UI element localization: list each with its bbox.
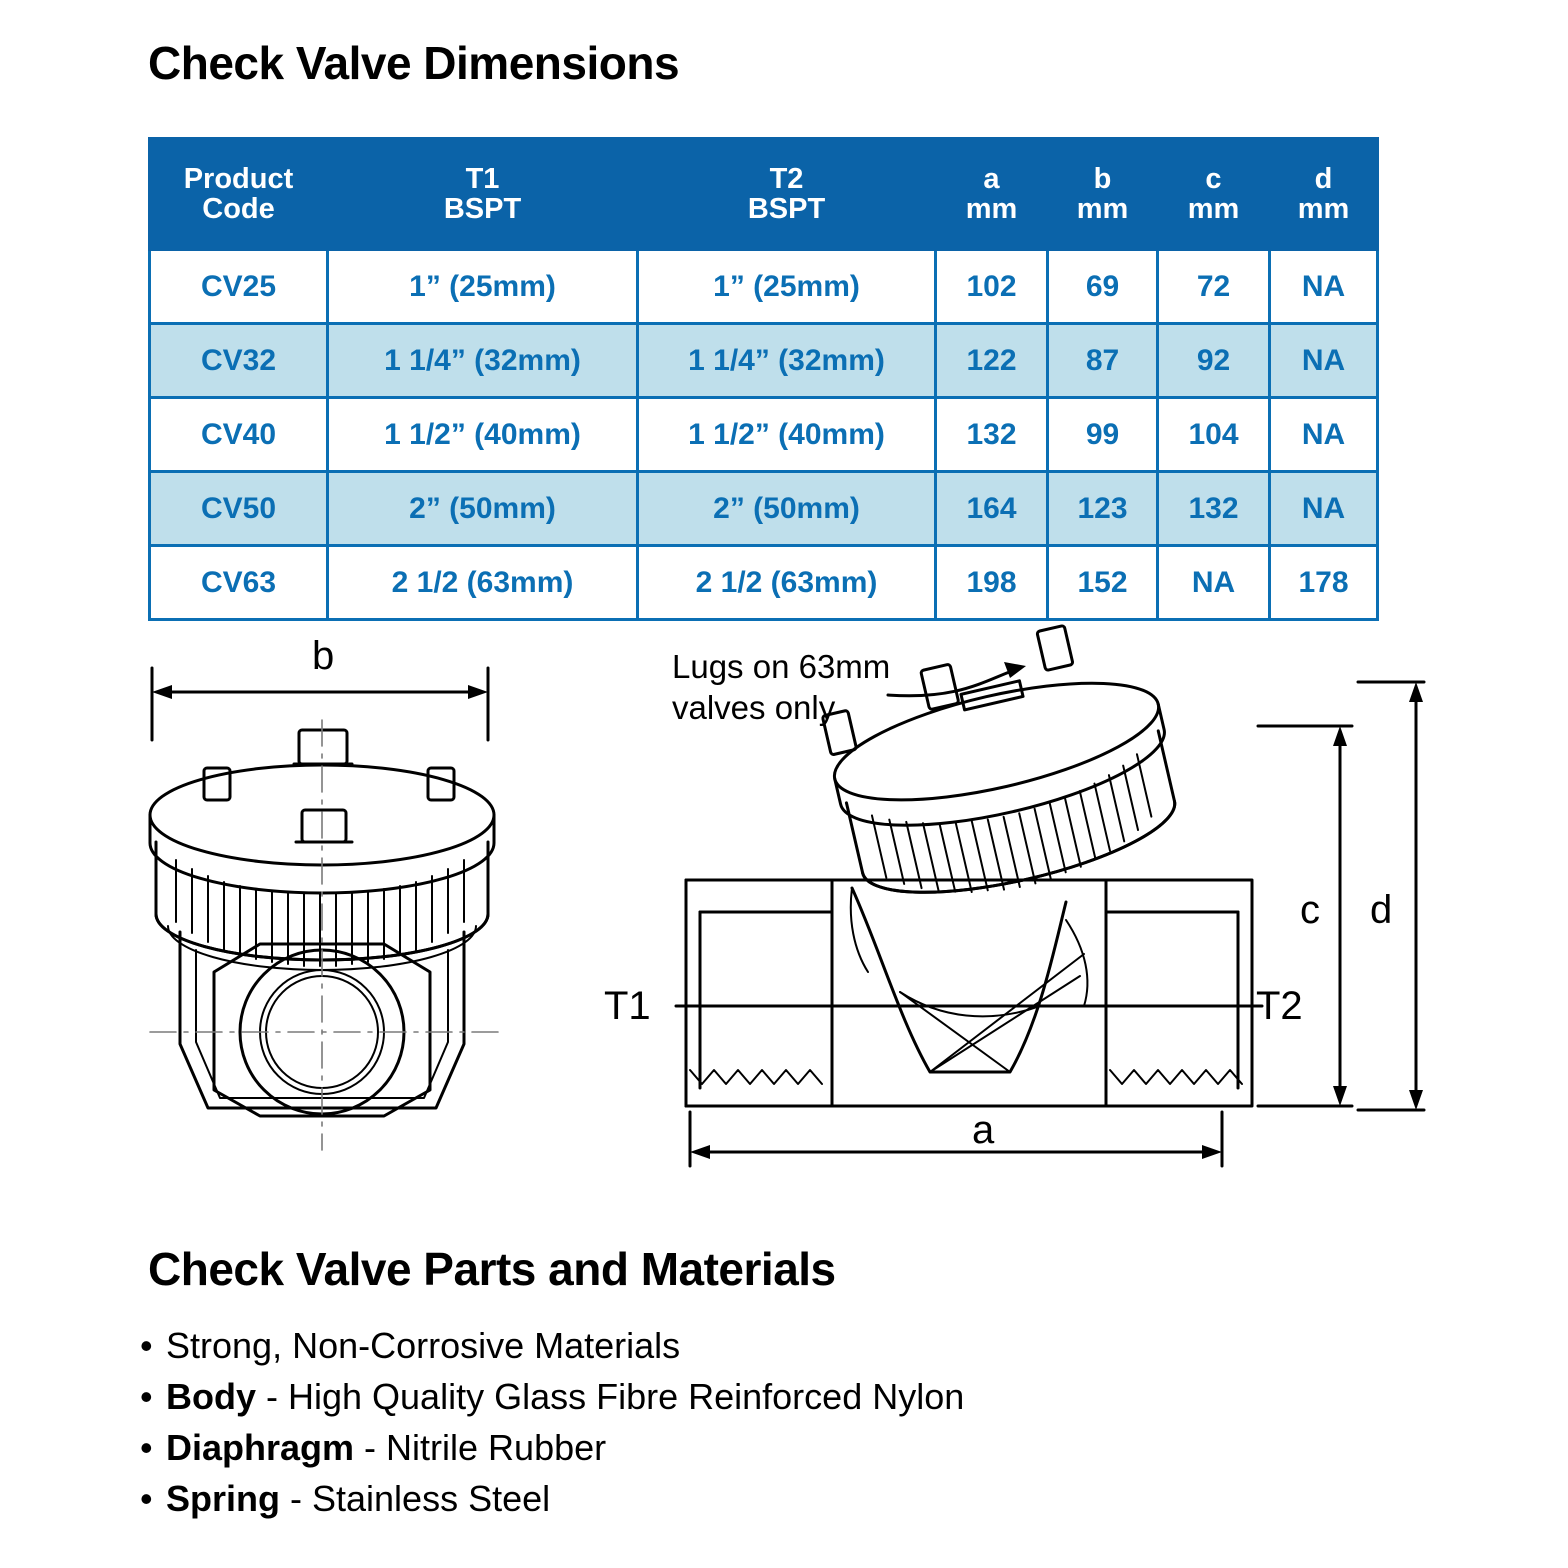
cell-product-code: CV40 — [150, 398, 328, 472]
cell-t1: 2 1/2 (63mm) — [328, 546, 638, 620]
list-item-label: Spring — [166, 1478, 280, 1520]
dimension-label-t2: T2 — [1256, 984, 1303, 1028]
cell-a: 198 — [936, 546, 1048, 620]
header-line-2: mm — [1187, 193, 1240, 225]
page-title-dimensions: Check Valve Dimensions — [148, 37, 680, 89]
cell-c: 132 — [1158, 472, 1270, 546]
cell-t1: 1” (25mm) — [328, 250, 638, 324]
cell-a: 122 — [936, 324, 1048, 398]
cell-a: 164 — [936, 472, 1048, 546]
list-item-text: - High Quality Glass Fibre Reinforced Nylon — [256, 1376, 965, 1418]
column-header-t1 — [328, 139, 638, 250]
cell-t2: 1 1/2” (40mm) — [638, 398, 936, 472]
cell-c: 104 — [1158, 398, 1270, 472]
cell-d: NA — [1270, 472, 1378, 546]
cell-b: 69 — [1048, 250, 1158, 324]
list-item-text: Strong, Non-Corrosive Materials — [166, 1325, 681, 1366]
dimension-label-a: a — [972, 1108, 995, 1152]
bullet-icon: • — [140, 1376, 153, 1418]
cell-a: 102 — [936, 250, 1048, 324]
cell-d: NA — [1270, 324, 1378, 398]
cell-c: 92 — [1158, 324, 1270, 398]
section-view-body — [686, 880, 1252, 1106]
parts-materials-list — [140, 1320, 1440, 1524]
cell-c: 72 — [1158, 250, 1270, 324]
table-header-row — [150, 139, 1378, 250]
header-line-2: mm — [965, 193, 1018, 225]
cell-t2: 1 1/4” (32mm) — [638, 324, 936, 398]
cell-c: NA — [1158, 546, 1270, 620]
dimension-label-c: c — [1300, 888, 1320, 932]
header-line-2: BSPT — [443, 193, 522, 225]
list-item-text: - Nitrile Rubber — [354, 1427, 607, 1469]
bullet-icon: • — [140, 1325, 153, 1366]
table-row — [150, 546, 1378, 620]
header-line-1: T2 — [769, 162, 804, 195]
cell-t1: 1 1/4” (32mm) — [328, 324, 638, 398]
header-line-1: Product — [183, 162, 294, 195]
table-row — [150, 324, 1378, 398]
bullet-icon: • — [140, 1427, 153, 1469]
dimension-arrow-a — [690, 1112, 1222, 1166]
column-header-c — [1158, 139, 1270, 250]
cell-d: NA — [1270, 250, 1378, 324]
cell-t2: 2” (50mm) — [638, 472, 936, 546]
bullet-icon: • — [140, 1478, 153, 1520]
list-item — [140, 1371, 1440, 1422]
lugs-note — [672, 646, 890, 729]
table-row — [150, 250, 1378, 324]
dimension-label-b: b — [312, 634, 335, 678]
table-row — [150, 472, 1378, 546]
cell-d: 178 — [1270, 546, 1378, 620]
header-line-1: b — [1093, 162, 1112, 195]
list-item-label: Body — [166, 1376, 256, 1418]
cell-b: 87 — [1048, 324, 1158, 398]
column-header-a — [936, 139, 1048, 250]
header-line-2: Code — [202, 193, 275, 225]
cell-a: 132 — [936, 398, 1048, 472]
front-view-top-fittings — [204, 730, 454, 842]
column-header-b — [1048, 139, 1158, 250]
column-header-t2 — [638, 139, 936, 250]
header-line-1: c — [1205, 162, 1222, 195]
header-line-2: mm — [1076, 193, 1129, 225]
list-item-text: - Stainless Steel — [280, 1478, 551, 1520]
dimension-label-d: d — [1370, 888, 1393, 932]
column-header-product-code — [150, 139, 328, 250]
cell-product-code: CV63 — [150, 546, 328, 620]
header-line-2: BSPT — [747, 193, 826, 225]
header-line-2: mm — [1297, 193, 1350, 225]
list-item — [140, 1473, 1440, 1524]
table-row — [150, 398, 1378, 472]
cell-t1: 2” (50mm) — [328, 472, 638, 546]
header-line-1: T1 — [465, 162, 500, 195]
cell-b: 152 — [1048, 546, 1158, 620]
list-item — [140, 1422, 1440, 1473]
dimensions-table — [148, 137, 1379, 621]
list-item — [140, 1320, 1440, 1371]
cell-t1: 1 1/2” (40mm) — [328, 398, 638, 472]
cell-d: NA — [1270, 398, 1378, 472]
cell-product-code: CV32 — [150, 324, 328, 398]
header-line-1: a — [983, 162, 1000, 195]
technical-drawing-area — [0, 620, 1568, 1230]
cell-b: 123 — [1048, 472, 1158, 546]
column-header-d — [1270, 139, 1378, 250]
cell-product-code: CV50 — [150, 472, 328, 546]
cell-t2: 2 1/2 (63mm) — [638, 546, 936, 620]
header-line-1: d — [1314, 162, 1333, 195]
lugs-note-line-2: valves only — [672, 689, 836, 727]
cell-b: 99 — [1048, 398, 1158, 472]
dimension-label-t1: T1 — [604, 984, 651, 1028]
list-item-label: Diaphragm — [166, 1427, 355, 1469]
cell-product-code: CV25 — [150, 250, 328, 324]
dimensions-table-wrapper — [148, 137, 1376, 621]
lugs-note-line-1: Lugs on 63mm — [672, 648, 891, 685]
page-title-parts: Check Valve Parts and Materials — [148, 1243, 836, 1295]
cell-t2: 1” (25mm) — [638, 250, 936, 324]
